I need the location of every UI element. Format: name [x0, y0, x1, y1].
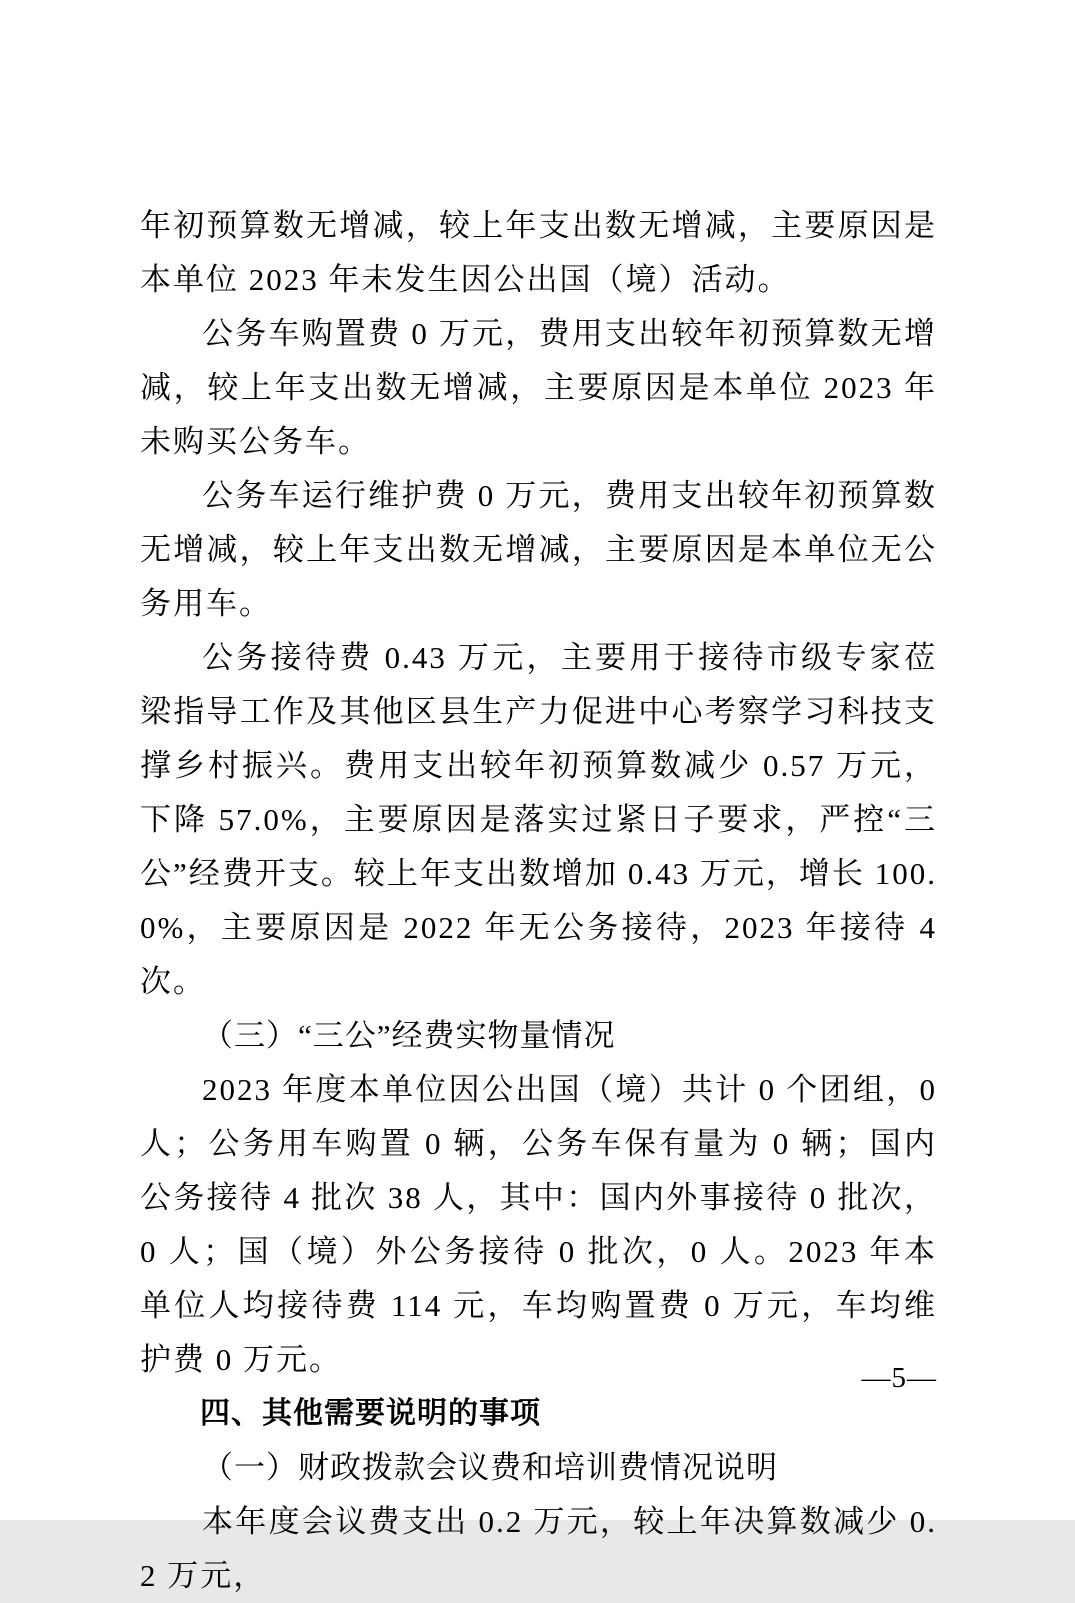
paragraph-physical-quantity-detail: 2023 年度本单位因公出国（境）共计 0 个团组，0 人；公务用车购置 0 辆，公务车保有量为 0 辆；国内公务接待 4 批次 38 人，其中：国内外事接待 0 批次，0 人；国（境）外公务接待 0 批次，0 人。2023 年本单位人均接待费 114 元，车均购置费 0 万元，车均维护费 0 万元。 — [140, 1072, 937, 1377]
paragraph-official-reception-expense: 公务接待费 0.43 万元，主要用于接待市级专家莅梁指导工作及其他区县生产力促进中心考察学习科技支撑乡村振兴。费用支出较年初预算数减少 0.57 万元，下降 57.0%，主要原因是落实过紧日子要求，严控“三公”经费开支。较上年支出数增加 0.43 万元，增长 100.0%，主要原因是 2022 年无公务接待，2023 年接待 4 次。 — [140, 640, 937, 999]
paragraph-overseas-travel-continuation: 年初预算数无增减，较上年支出数无增减，主要原因是本单位 2023 年未发生因公出国（境）活动。 — [140, 208, 937, 297]
heading-section-four-other-matters: 四、其他需要说明的事项 — [200, 1397, 541, 1430]
page-number: —5— — [861, 1362, 937, 1394]
paragraph-vehicle-maintenance-expense: 公务车运行维护费 0 万元，费用支出较年初预算数无增减，较上年支出数无增减，主要原因是本单位无公务用车。 — [140, 478, 937, 621]
document-body — [140, 199, 937, 1603]
heading-section-three-physical-quantity: （三）“三公”经费实物量情况 — [202, 1018, 616, 1053]
paragraph-meeting-fee-expense: 本年度会议费支出 0.2 万元，较上年决算数减少 0.2 万元， — [140, 1504, 937, 1593]
paragraph-vehicle-purchase-expense: 公务车购置费 0 万元，费用支出较年初预算数无增减，较上年支出数无增减，主要原因是本单位 2023 年未购买公务车。 — [140, 316, 937, 459]
heading-subsection-one-meeting-training-fees: （一）财政拨款会议费和培训费情况说明 — [202, 1450, 778, 1485]
